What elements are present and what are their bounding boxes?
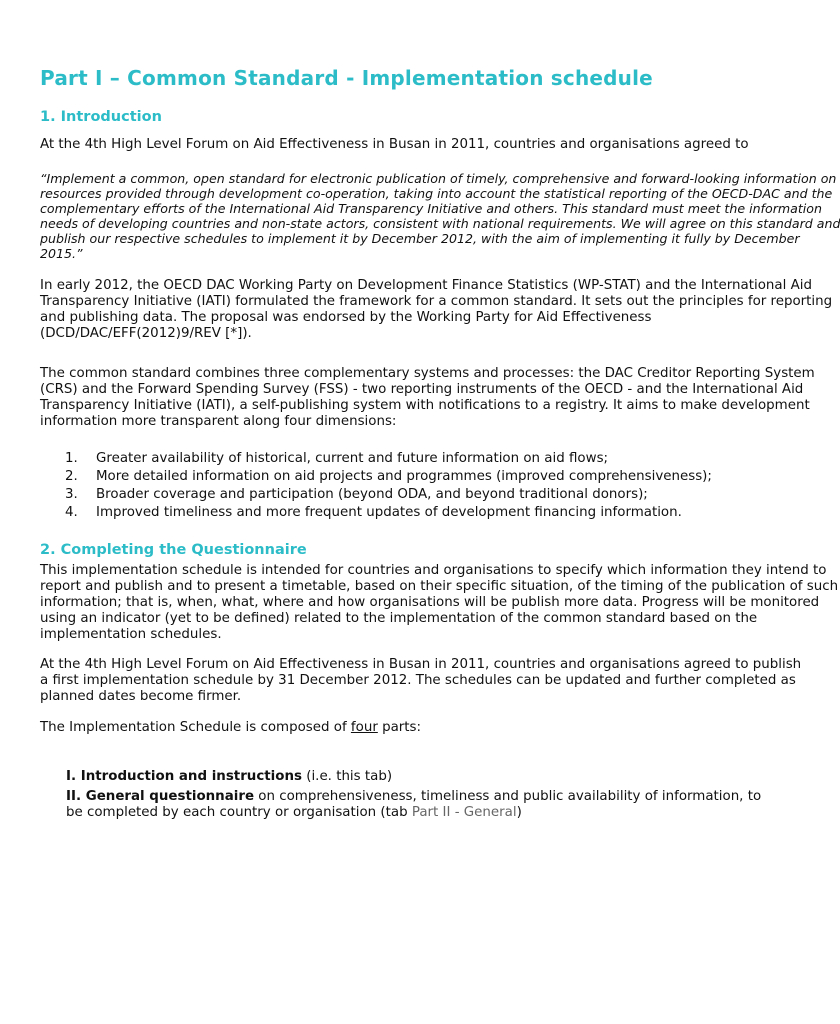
paragraph-line: information; that is, when, what, where and how organisations will be publish more data. Progress will be monitored <box>40 595 820 610</box>
paragraph-line: Transparency Initiative (IATI), a self-publishing system with notifications to a registry. It aims to make development <box>40 398 810 413</box>
part-two-continued <box>66 805 522 821</box>
quote-line: “Implement a common, open standard for electronic publication of timely, comprehensive and forward-looking information on <box>40 171 837 186</box>
intro-paragraph: At the 4th High Level Forum on Aid Effectiveness in Busan in 2011, countries and organisations agreed to <box>40 137 749 152</box>
four-underlined: four <box>350 720 378 735</box>
quote-line: resources provided through development co-operation, taking into account the statistical reporting of the OECD-DAC and the <box>40 186 833 201</box>
paragraph-line: planned dates become firmer. <box>40 689 242 704</box>
paragraph-line: (DCD/DAC/EFF(2012)9/REV [*]). <box>40 326 252 341</box>
paragraph-line: implementation schedules. <box>40 627 222 642</box>
section-heading-completing: 2. Completing the Questionnaire <box>40 542 307 558</box>
list-item: Greater availability of historical, current and future information on aid flows; <box>96 451 609 466</box>
composition-text: parts: <box>377 720 422 735</box>
paragraph-line: At the 4th High Level Forum on Aid Effectiveness in Busan in 2011, countries and organisations agreed to publish <box>40 657 802 672</box>
part-two-item <box>66 789 761 805</box>
list-number: 3. <box>65 487 78 502</box>
paragraph-line: Transparency Initiative (IATI) formulated the framework for a common standard. It sets out the principles for reporting <box>40 294 833 309</box>
composition-text: The Implementation Schedule is composed of <box>40 720 351 735</box>
composition-sentence <box>40 720 421 736</box>
list-number: 2. <box>65 469 78 484</box>
section-heading-introduction: 1. Introduction <box>40 109 162 125</box>
list-number: 4. <box>65 505 78 520</box>
part-two-text: ) <box>516 805 522 820</box>
quote-line: needs of developing countries and non-state actors, consistent with national requirements. We will agree on this standard and <box>40 216 840 231</box>
list-item: Improved timeliness and more frequent updates of development financing information. <box>96 505 682 520</box>
quote-line: publish our respective schedules to implement it by December 2012, with the aim of implementing it fully by December <box>40 231 800 246</box>
list-item: Broader coverage and participation (beyond ODA, and beyond traditional donors); <box>96 487 648 502</box>
part-ii-general-tab-link[interactable]: Part II - General <box>411 805 517 820</box>
part-two-text: be completed by each country or organisation (tab <box>66 805 412 820</box>
part-one-note: (i.e. this tab) <box>301 769 393 784</box>
paragraph-line: In early 2012, the OECD DAC Working Party on Development Finance Statistics (WP-STAT) and the International Aid <box>40 278 812 293</box>
quote-line: complementary efforts of the International Aid Transparency Initiative and others. This standard must meet the information <box>40 201 822 216</box>
page-title: Part I – Common Standard - Implementation schedule <box>40 66 653 90</box>
paragraph-line: (CRS) and the Forward Spending Survey (FSS) - two reporting instruments of the OECD - and the International Aid <box>40 382 804 397</box>
list-number: 1. <box>65 451 78 466</box>
paragraph-line: using an indicator (yet to be defined) related to the implementation of the common standard based on the <box>40 611 758 626</box>
paragraph-line: and publishing data. The proposal was endorsed by the Working Party for Aid Effectiveness <box>40 310 652 325</box>
part-two-title: II. General questionnaire <box>66 789 255 804</box>
paragraph-line: information more transparent along four dimensions: <box>40 414 397 429</box>
paragraph-line: report and publish and to present a timetable, based on their specific situation, of the timing of the publication of such <box>40 579 839 594</box>
list-item: More detailed information on aid projects and programmes (improved comprehensiveness); <box>96 469 712 484</box>
part-one-title: I. Introduction and instructions <box>66 769 302 784</box>
part-two-description: on comprehensiveness, timeliness and public availability of information, to <box>254 789 762 804</box>
paragraph-line: This implementation schedule is intended for countries and organisations to specify which information they intend to <box>40 563 827 578</box>
part-one-item <box>66 769 392 785</box>
paragraph-line: a first implementation schedule by 31 December 2012. The schedules can be updated and further completed as <box>40 673 796 688</box>
quote-line: 2015.” <box>40 246 83 261</box>
paragraph-line: The common standard combines three complementary systems and processes: the DAC Creditor Reporting System <box>40 366 815 381</box>
